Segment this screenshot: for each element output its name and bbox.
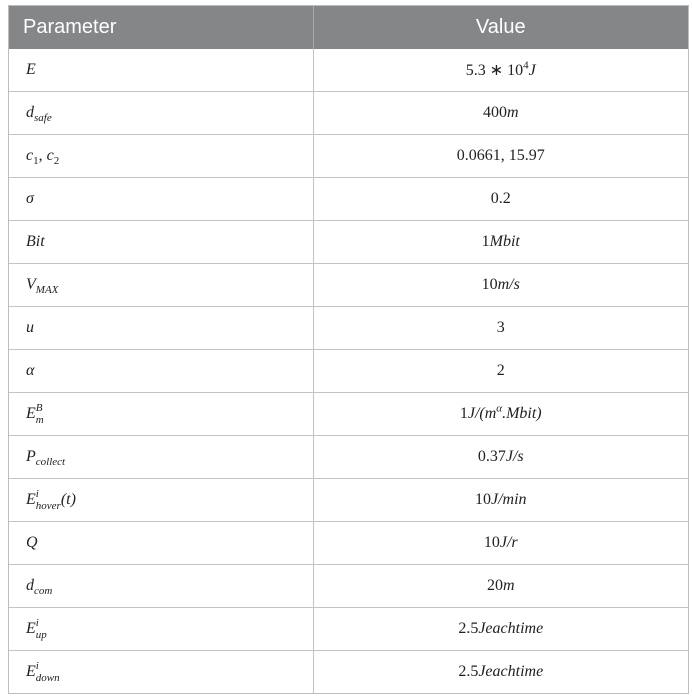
parameter-cell	[9, 350, 313, 393]
table-row	[9, 436, 688, 479]
parameter-subscript: down	[35, 671, 60, 684]
value-number: 0.0661, 15.97	[456, 147, 545, 164]
parameter-cell	[9, 436, 313, 479]
value-cell	[313, 565, 688, 608]
parameter-subscript: safe	[34, 112, 52, 125]
value-number: 20	[486, 577, 503, 594]
parameter-argument: (t)	[60, 490, 76, 508]
parameter-table-grid	[9, 6, 688, 693]
parameter-symbol: c	[46, 147, 54, 164]
parameter-cell	[9, 565, 313, 608]
value-cell	[313, 608, 688, 651]
value-cell	[313, 49, 688, 92]
parameter-subscript: 2	[53, 155, 60, 168]
value-unit: Jeachtime	[478, 620, 544, 637]
parameter-script-stack	[36, 661, 60, 684]
value-unit: J/s	[505, 448, 524, 465]
value-cell	[313, 221, 688, 264]
table-row	[9, 221, 688, 264]
parameter-subscript: com	[34, 585, 53, 598]
table-row	[9, 393, 688, 436]
value-cell	[313, 479, 688, 522]
value-cell	[313, 307, 688, 350]
value-cell	[313, 522, 688, 565]
value-cell	[313, 178, 688, 221]
table-row	[9, 178, 688, 221]
value-number: 10	[481, 276, 498, 293]
parameter-symbol: P	[26, 448, 36, 465]
header-row	[9, 6, 688, 49]
parameter-superscript: i	[35, 487, 39, 500]
parameter-cell	[9, 264, 313, 307]
parameter-cell	[9, 221, 313, 264]
table-row	[9, 49, 688, 92]
value-cell	[313, 92, 688, 135]
value-number: 2.5	[458, 620, 479, 637]
table-body	[9, 49, 688, 693]
value-number: 5.3 ∗ 10	[465, 62, 524, 79]
parameter-subscript: 1	[33, 155, 39, 168]
value-unit: J/(m	[467, 405, 497, 422]
value-unit: J/r	[499, 534, 518, 551]
parameter-symbol: Bit	[26, 233, 45, 250]
value-unit: m	[502, 577, 515, 594]
parameter-cell	[9, 178, 313, 221]
value-exponent: α	[496, 402, 503, 415]
parameter-symbol: E	[26, 404, 36, 422]
parameter-symbol: c	[26, 147, 34, 164]
parameter-superscript: i	[35, 616, 39, 629]
parameter-cell	[9, 393, 313, 436]
value-unit: m	[506, 104, 519, 121]
value-number: 1	[481, 233, 490, 250]
table-row	[9, 479, 688, 522]
parameter-symbol: u	[26, 319, 34, 336]
parameter-cell	[9, 522, 313, 565]
parameter-symbol: Q	[26, 534, 38, 551]
parameter-cell	[9, 479, 313, 522]
table-row	[9, 92, 688, 135]
parameter-subscript: hover	[35, 499, 61, 512]
value-exponent: 4	[523, 59, 529, 72]
parameter-cell	[9, 608, 313, 651]
parameter-symbol: d	[26, 577, 34, 594]
value-cell	[313, 350, 688, 393]
value-number: 0.2	[490, 190, 511, 207]
value-number: 3	[496, 319, 505, 336]
parameter-table	[8, 5, 689, 694]
parameter-symbol: E	[26, 619, 36, 637]
parameter-symbol: d	[26, 104, 34, 121]
parameter-cell	[9, 49, 313, 92]
table-row	[9, 264, 688, 307]
value-number: 1	[459, 405, 468, 422]
value-unit: m/s	[497, 276, 520, 293]
value-cell	[313, 436, 688, 479]
value-number: 2	[496, 362, 505, 379]
parameter-subscript: MAX	[35, 284, 59, 297]
parameter-script-stack	[36, 618, 47, 641]
value-cell	[313, 393, 688, 436]
parameter-superscript: i	[35, 659, 39, 672]
value-number: 10	[483, 534, 500, 551]
parameter-script-stack	[36, 489, 61, 512]
value-unit: Jeachtime	[478, 663, 544, 680]
value-number: 400	[482, 104, 507, 121]
parameter-symbol: V	[26, 276, 36, 293]
table-row	[9, 608, 688, 651]
parameter-subscript: collect	[35, 456, 66, 469]
value-cell	[313, 135, 688, 178]
table-row	[9, 651, 688, 694]
table-row	[9, 565, 688, 608]
value-number: 2.5	[458, 663, 479, 680]
parameter-cell	[9, 135, 313, 178]
value-cell	[313, 651, 688, 694]
parameter-symbol: E	[26, 662, 36, 680]
table-row	[9, 522, 688, 565]
parameter-column-header: Parameter	[9, 6, 313, 49]
parameter-cell	[9, 307, 313, 350]
parameter-script-stack	[36, 403, 44, 426]
value-unit: .Mbit)	[502, 405, 542, 422]
parameter-symbol: α	[26, 362, 35, 379]
parameter-separator: ,	[38, 147, 47, 164]
table-row	[9, 350, 688, 393]
parameter-superscript: B	[35, 401, 43, 414]
value-number: 10	[474, 491, 491, 508]
value-unit: J/min	[490, 491, 527, 508]
value-unit: J	[528, 62, 536, 79]
value-unit: Mbit	[489, 233, 520, 250]
parameter-symbol: E	[26, 61, 36, 78]
parameter-symbol: E	[26, 490, 36, 508]
table-row	[9, 135, 688, 178]
parameter-subscript: up	[35, 628, 47, 641]
value-number: 0.37	[477, 448, 506, 465]
value-column-header: Value	[313, 6, 688, 49]
parameter-subscript: m	[35, 413, 44, 426]
value-cell	[313, 264, 688, 307]
parameter-cell	[9, 651, 313, 694]
parameter-cell	[9, 92, 313, 135]
table-row	[9, 307, 688, 350]
parameter-symbol: σ	[26, 190, 34, 207]
table-header	[9, 6, 688, 49]
